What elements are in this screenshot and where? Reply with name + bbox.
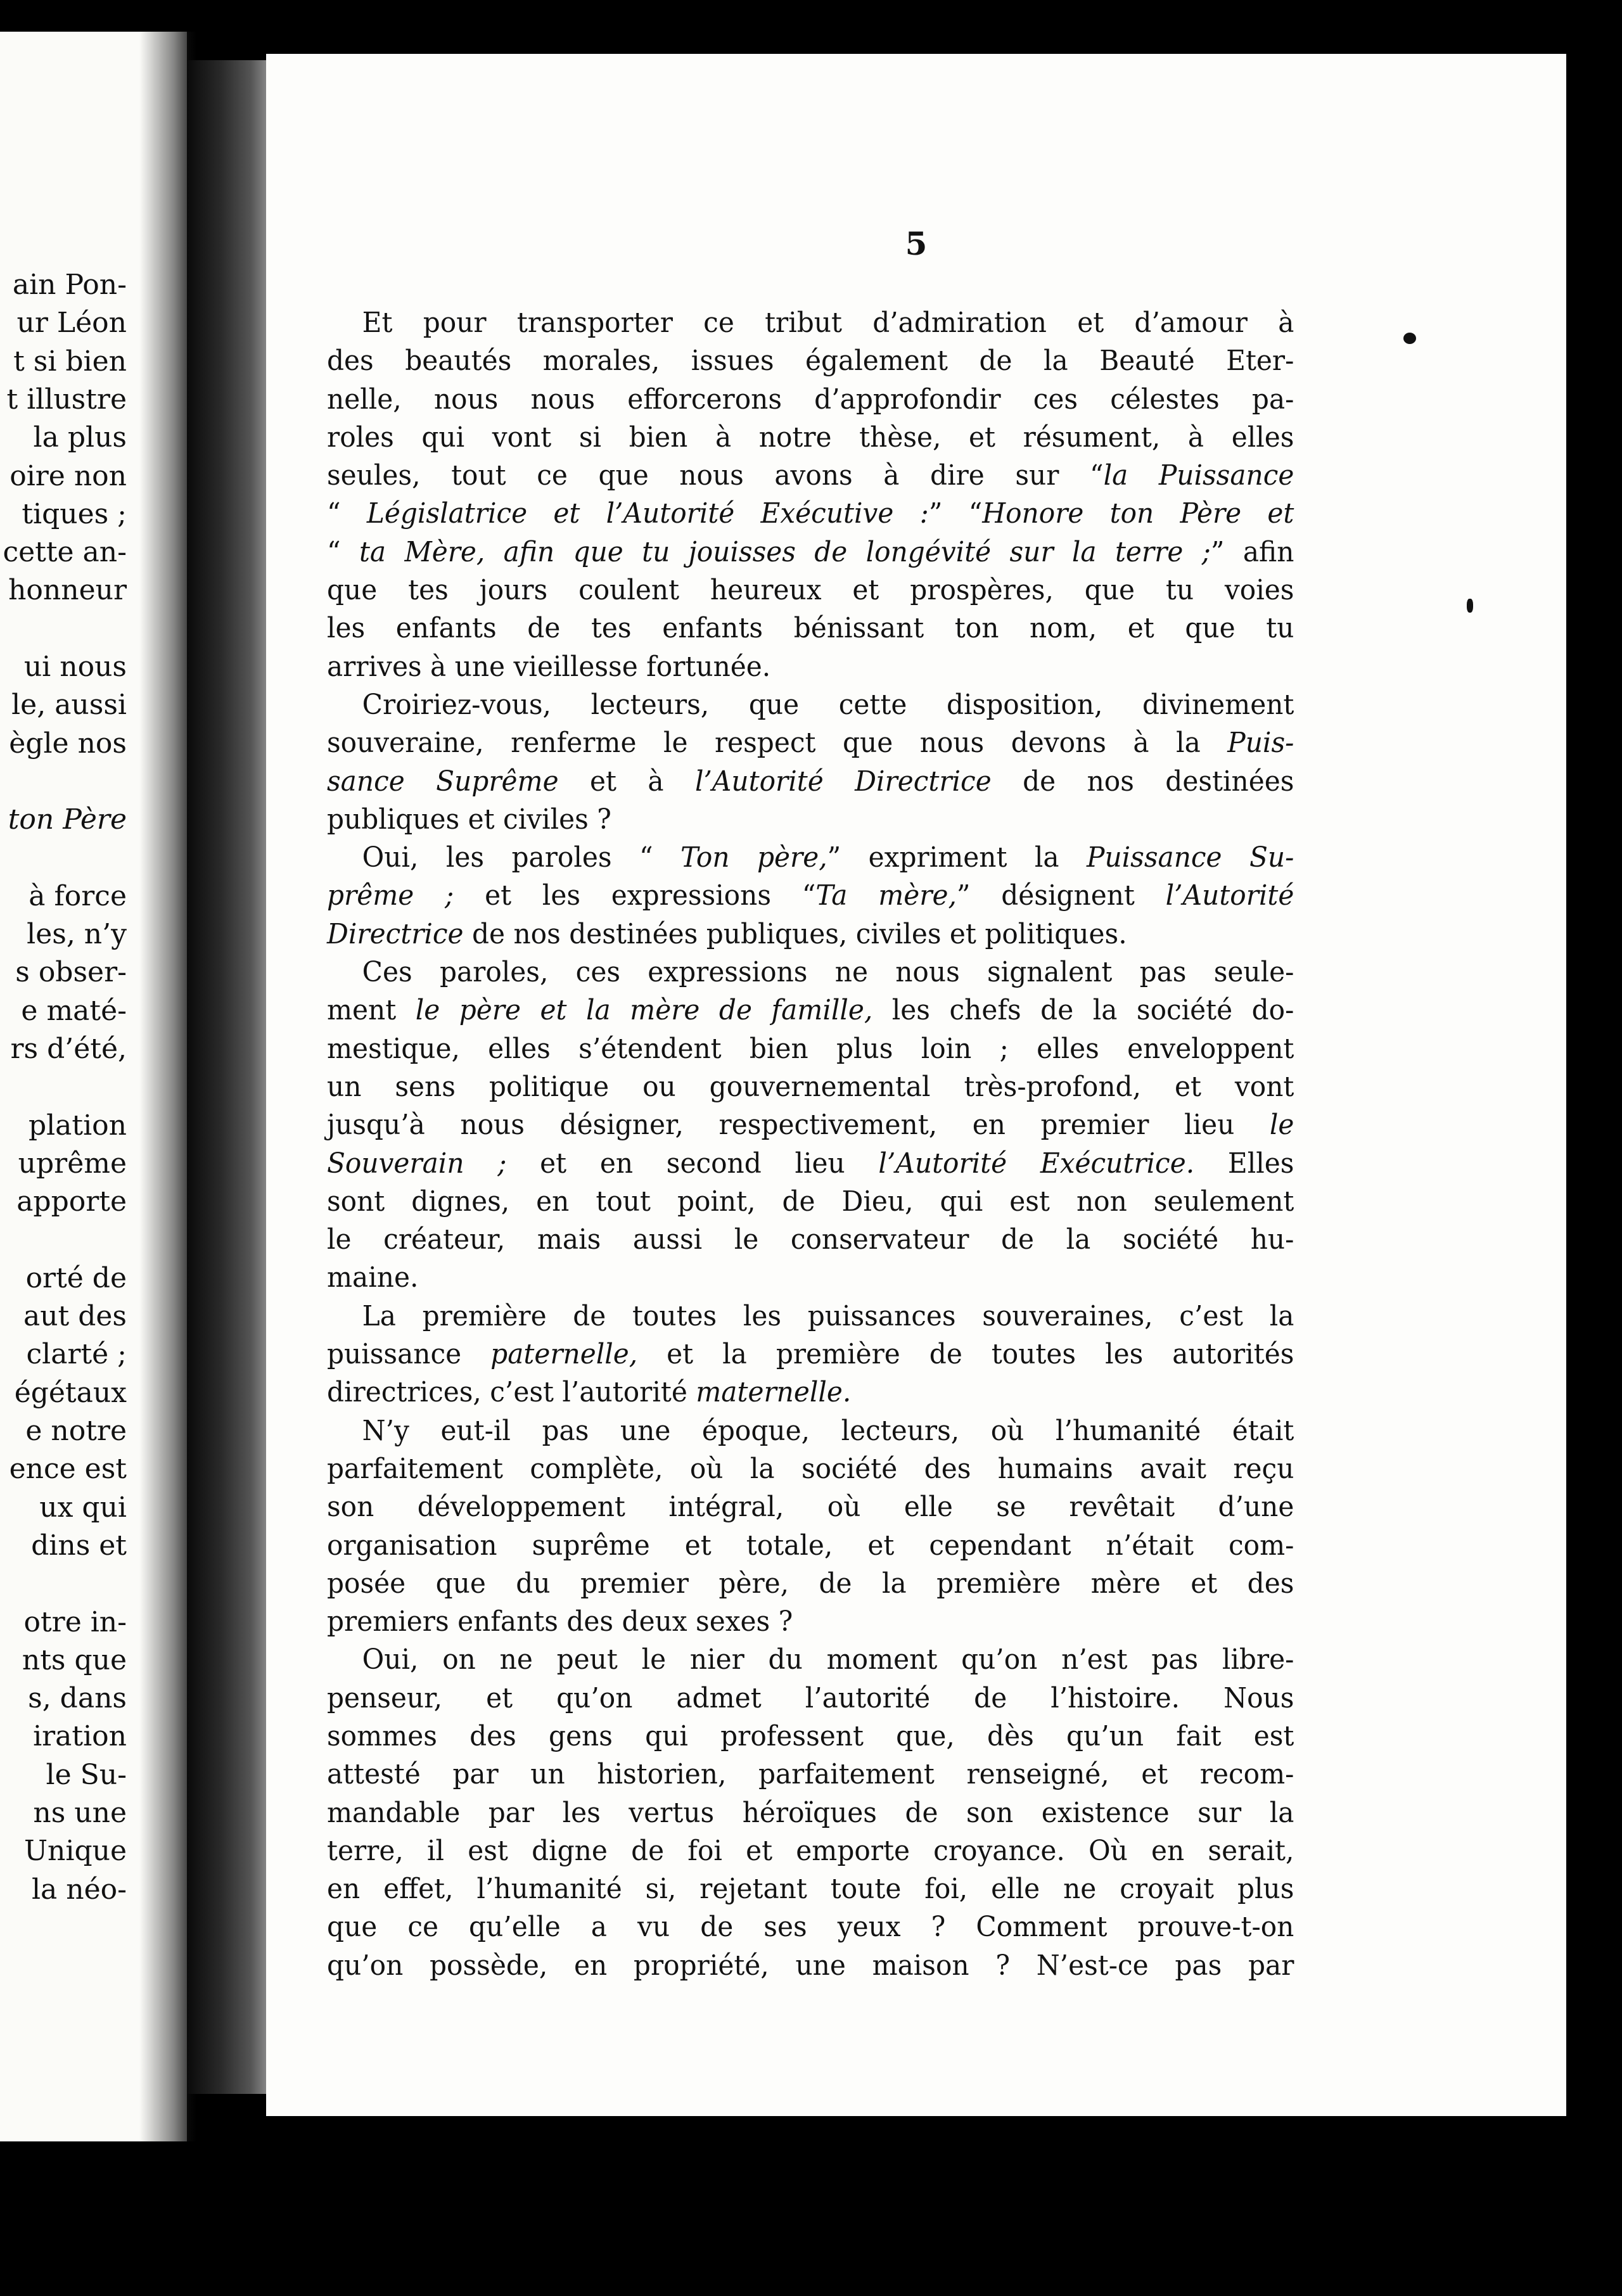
text-run: et en second lieu	[506, 1147, 879, 1180]
facing-page-text: ui nous	[23, 651, 127, 683]
text-line	[327, 1947, 1294, 1985]
facing-page-text: nts que	[22, 1643, 127, 1676]
text-line	[327, 1374, 1294, 1412]
text-run: Elles	[1194, 1147, 1294, 1180]
text-line	[327, 1221, 1294, 1259]
italic-text: maternelle.	[696, 1376, 852, 1409]
facing-page-text: uprême	[18, 1147, 127, 1180]
text-run: maine.	[327, 1261, 419, 1294]
italic-text: ta Mère, afin que tu jouisses de longévité sur la terre ;	[359, 535, 1211, 568]
facing-page-text: à force	[29, 879, 127, 912]
italic-text: Honore ton Père et	[982, 497, 1294, 530]
text-run: Croiriez-vous, lecteurs, que cette disposition, divinement	[362, 688, 1294, 721]
facing-page-text: t si bien	[13, 345, 127, 378]
text-line	[327, 1527, 1294, 1565]
text-line	[327, 1680, 1294, 1718]
italic-text: Souverain ;	[327, 1147, 507, 1180]
text-run: en effet, l’humanité si, rejetant toute foi, elle ne croyait plus	[327, 1873, 1294, 1906]
italic-text: sance Suprême	[327, 765, 559, 798]
italic-text: Ton père,	[680, 841, 827, 874]
text-run: mestique, elles s’étendent bien plus loin ; elles enveloppent	[327, 1032, 1294, 1065]
text-line	[327, 1565, 1294, 1603]
facing-page-text: s, dans	[28, 1682, 127, 1715]
facing-page-text: plation	[28, 1109, 127, 1142]
facing-page-text: le Su-	[46, 1758, 127, 1791]
facing-page-text: la néo-	[31, 1873, 127, 1906]
text-line	[327, 609, 1294, 647]
text-line	[327, 763, 1294, 801]
text-line	[327, 1030, 1294, 1068]
ink-speck	[1467, 599, 1473, 613]
facing-page-text: iration	[33, 1720, 127, 1753]
text-run: penseur, et qu’on admet l’autorité de l’histoire. Nous	[327, 1681, 1294, 1714]
facing-page-text: ns une	[33, 1797, 127, 1829]
text-line	[327, 801, 1294, 839]
text-line	[327, 1336, 1294, 1374]
text-run: et la première de toutes les autorités	[637, 1338, 1294, 1371]
text-run: que ce qu’elle a vu de ses yeux ? Comment prouve-t-on	[327, 1911, 1294, 1944]
text-run: nelle, nous nous efforcerons d’approfondir ces célestes pa-	[327, 383, 1294, 416]
italic-text: Puissance Su-	[1087, 841, 1294, 874]
facing-page-text: les, n’y	[27, 918, 127, 951]
italic-text: l’Autorité Directrice	[694, 765, 992, 798]
text-line	[327, 1870, 1294, 1908]
body-text	[327, 304, 1294, 1985]
text-line	[327, 533, 1294, 571]
italic-text: le	[1269, 1109, 1294, 1142]
facing-page-text: égétaux	[14, 1376, 127, 1409]
text-run: Oui, on ne peut le nier du moment qu’on n’est pas libre-	[362, 1643, 1294, 1676]
facing-page-text: rs d’été,	[10, 1033, 127, 1065]
text-line	[327, 1259, 1294, 1297]
text-line	[327, 1603, 1294, 1641]
text-line	[327, 839, 1294, 877]
text-line	[327, 953, 1294, 992]
facing-page-text: e notre	[25, 1415, 127, 1447]
facing-page-text: orté de	[25, 1261, 127, 1294]
text-run: de nos destinées	[991, 765, 1294, 798]
text-line	[327, 1183, 1294, 1221]
italic-text: Ta mère,	[815, 879, 957, 912]
facing-page-text: aut des	[23, 1300, 127, 1333]
text-line	[327, 571, 1294, 609]
text-run: les enfants de tes enfants bénissant ton nom, et que tu	[327, 612, 1294, 645]
text-line	[327, 1718, 1294, 1756]
italic-text: l’Autorité	[1165, 879, 1294, 912]
page-number: 5	[905, 225, 928, 262]
text-run: les chefs de la société do-	[872, 994, 1294, 1027]
text-line	[327, 724, 1294, 762]
facing-page-text: t illustre	[6, 383, 127, 416]
text-run: que tes jours coulent heureux et prospères, que tu voies	[327, 574, 1294, 607]
ink-speck	[1403, 333, 1416, 344]
text-run: “	[327, 497, 367, 530]
text-run: son développement intégral, où elle se revêtait d’une	[327, 1491, 1294, 1524]
text-line	[327, 1794, 1294, 1832]
text-run: ” “	[928, 497, 983, 530]
text-run: roles qui vont si bien à notre thèse, et résument, à elles	[327, 421, 1294, 454]
text-line	[327, 1145, 1294, 1183]
text-run: “	[327, 535, 359, 568]
facing-page-text: ux qui	[39, 1491, 127, 1524]
text-run: sommes des gens qui professent que, dès qu’un fait est	[327, 1719, 1294, 1752]
text-line	[327, 1412, 1294, 1450]
italic-text: Directrice	[327, 917, 464, 950]
italic-text: Législatrice et l’Autorité Exécutive :	[366, 497, 929, 530]
text-run: ” afin	[1210, 535, 1294, 568]
facing-page-text: le, aussi	[11, 689, 127, 722]
text-line	[327, 1106, 1294, 1144]
text-line	[327, 419, 1294, 457]
text-line	[327, 992, 1294, 1030]
italic-text: prême ;	[327, 879, 454, 912]
text-run: attesté par un historien, parfaitement renseigné, et recom-	[327, 1758, 1294, 1791]
text-line	[327, 457, 1294, 495]
text-run: puissance	[327, 1338, 491, 1371]
text-run: directrices, c’est l’autorité	[327, 1376, 696, 1409]
text-run: le créateur, mais aussi le conservateur de la société hu-	[327, 1223, 1294, 1256]
text-line	[327, 495, 1294, 533]
facing-page-text: ton Père	[8, 803, 127, 836]
text-line	[327, 915, 1294, 953]
facing-page-text: cette an-	[3, 536, 127, 569]
text-run: La première de toutes les puissances souveraines, c’est la	[362, 1299, 1294, 1332]
facing-page-text: ègle nos	[9, 727, 127, 760]
facing-page-text: otre in-	[23, 1605, 127, 1638]
text-line	[327, 877, 1294, 915]
text-run: Oui, les paroles “	[362, 841, 680, 874]
text-line	[327, 1488, 1294, 1526]
text-line	[327, 1832, 1294, 1870]
text-line	[327, 648, 1294, 686]
facing-page-text: clarté ;	[26, 1338, 127, 1371]
text-run: jusqu’à nous désigner, respectivement, en premier lieu	[327, 1109, 1270, 1142]
text-run: souveraine, renferme le respect que nous devons à la	[327, 727, 1228, 760]
text-line	[327, 1641, 1294, 1679]
text-run: et les expressions “	[454, 879, 816, 912]
text-run: seules, tout ce que nous avons à dire sur “	[327, 459, 1104, 492]
text-run: arrives à une vieillesse fortunée.	[327, 650, 771, 683]
facing-page-text: s obser-	[15, 956, 127, 989]
facing-page-text: ence est	[9, 1453, 127, 1486]
text-run: Ces paroles, ces expressions ne nous signalent pas seule-	[362, 956, 1294, 989]
facing-page-text: ur Léon	[16, 307, 127, 340]
text-line	[327, 1298, 1294, 1336]
text-line	[327, 1756, 1294, 1794]
facing-page-text: apporte	[16, 1185, 127, 1218]
facing-page-text: e maté-	[21, 994, 127, 1027]
text-run: N’y eut-il pas une époque, lecteurs, où l’humanité était	[362, 1414, 1294, 1447]
facing-page-text: dins et	[31, 1529, 127, 1562]
text-run: terre, il est digne de foi et emporte croyance. Où en serait,	[327, 1834, 1294, 1867]
italic-text: le père et la mère de famille,	[415, 994, 873, 1027]
text-line	[327, 1068, 1294, 1106]
text-line	[327, 381, 1294, 419]
facing-page-text: honneur	[8, 574, 127, 607]
text-run: des beautés morales, issues également de la Beauté Eter-	[327, 345, 1294, 378]
text-run: premiers enfants des deux sexes ?	[327, 1605, 793, 1638]
facing-page-text: ain Pon-	[12, 269, 127, 301]
text-run: parfaitement complète, où la société des humains avait reçu	[327, 1452, 1294, 1485]
text-run: un sens politique ou gouvernemental très-profond, et vont	[327, 1070, 1294, 1103]
italic-text: Puis-	[1227, 727, 1294, 760]
text-line	[327, 342, 1294, 380]
facing-page-text: oire non	[10, 459, 127, 492]
italic-text: la Puissance	[1103, 459, 1294, 492]
text-run: posée que du premier père, de la première mère et des	[327, 1567, 1294, 1600]
book-gutter	[187, 60, 272, 2094]
text-run: ” désignent	[956, 879, 1166, 912]
facing-page-text: tiques ;	[22, 497, 127, 530]
text-line	[327, 304, 1294, 342]
main-page	[266, 54, 1566, 2116]
italic-text: paternelle,	[490, 1338, 638, 1371]
text-run: ” expriment la	[827, 841, 1087, 874]
text-run: et à	[558, 765, 695, 798]
text-line	[327, 1908, 1294, 1946]
text-run: organisation suprême et totale, et cependant n’était com-	[327, 1529, 1294, 1562]
text-line	[327, 686, 1294, 724]
text-run: mandable par les vertus héroïques de son existence sur la	[327, 1796, 1294, 1829]
facing-page-text: la plus	[33, 421, 127, 454]
text-run: Et pour transporter ce tribut d’admiration et d’amour à	[362, 307, 1294, 339]
italic-text: l’Autorité Exécutrice.	[878, 1147, 1195, 1180]
facing-page-text: Unique	[23, 1835, 127, 1868]
text-run: qu’on possède, en propriété, une maison ? N’est-ce pas par	[327, 1949, 1294, 1982]
text-run: publiques et civiles ?	[327, 803, 611, 836]
text-run: de nos destinées publiques, civiles et politiques.	[463, 917, 1127, 950]
text-run: sont dignes, en tout point, de Dieu, qui est non seulement	[327, 1185, 1294, 1218]
text-line	[327, 1450, 1294, 1488]
text-run: ment	[327, 994, 416, 1027]
